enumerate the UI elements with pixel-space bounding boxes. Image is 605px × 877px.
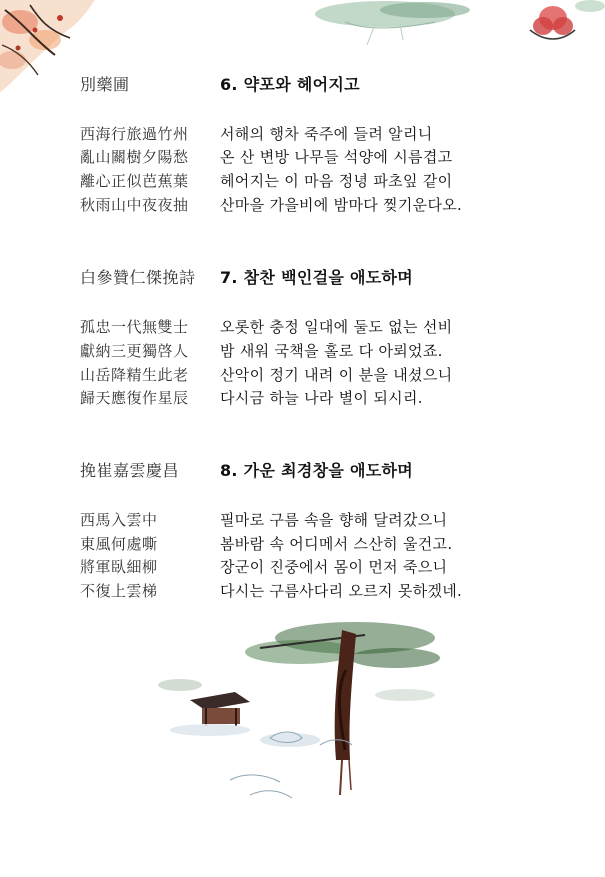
poem-line-korean: 봄바람 속 어디메서 스산히 울건고. xyxy=(220,535,453,553)
poem-line xyxy=(0,556,605,582)
lotus-leaf-and-flower-painting xyxy=(305,0,605,60)
poem-line xyxy=(0,580,605,606)
poem-line-korean: 온 산 변방 나무들 석양에 시름겹고 xyxy=(220,148,453,166)
poem-line xyxy=(0,146,605,172)
poem-title-chinese: 別藥圃 xyxy=(80,75,130,94)
pine-tree-and-pavilion-ink-painting xyxy=(150,610,460,820)
poem-title-chinese: 挽崔嘉雲慶昌 xyxy=(80,461,180,480)
poem-line-chinese: 獻納三更獨啓人 xyxy=(80,342,189,360)
poem-title-korean: 6. 약포와 헤어지고 xyxy=(220,75,360,94)
poem-line xyxy=(0,509,605,535)
poem-title-row xyxy=(0,458,605,484)
poem-title-row xyxy=(0,265,605,291)
poem-line-chinese: 將軍臥細柳 xyxy=(80,558,158,576)
poem-line-korean: 서해의 행차 죽주에 들려 알리니 xyxy=(220,125,433,143)
poem-line-korean: 헤어지는 이 마음 정녕 파초잎 같이 xyxy=(220,172,453,190)
poem-line-korean: 다시는 구름사다리 오르지 못하겠네. xyxy=(220,582,463,600)
poem-line xyxy=(0,316,605,342)
poem-line-chinese: 秋雨山中夜夜抽 xyxy=(80,196,189,214)
poem-line xyxy=(0,194,605,220)
poem-line xyxy=(0,170,605,196)
poem-line-korean: 장군이 진중에서 몸이 먼저 죽으니 xyxy=(220,558,448,576)
poem-line-korean: 필마로 구름 속을 향해 달려갔으니 xyxy=(220,511,448,529)
poem-line-chinese: 歸天應復作星辰 xyxy=(80,389,189,407)
poem-line-chinese: 東風何處嘶 xyxy=(80,535,158,553)
poem-line-korean: 밤 새워 국책을 홀로 다 아뢰었죠. xyxy=(220,342,443,360)
poem-line-chinese: 孤忠一代無雙士 xyxy=(80,318,189,336)
poem-line-korean: 다시금 하늘 나라 별이 되시리. xyxy=(220,389,423,407)
poem-line-korean: 오롯한 충정 일대에 둘도 없는 선비 xyxy=(220,318,453,336)
poem-line-chinese: 西馬入雲中 xyxy=(80,511,158,529)
poem-line xyxy=(0,387,605,413)
poem-line-chinese: 山岳降精生此老 xyxy=(80,366,189,384)
poem-line xyxy=(0,340,605,366)
poem-line-chinese: 西海行旅過竹州 xyxy=(80,125,189,143)
poem-title-korean: 7. 참찬 백인걸을 애도하며 xyxy=(220,268,413,287)
poem-line-korean: 산악이 정기 내려 이 분을 내셨으니 xyxy=(220,366,453,384)
poem-line-chinese: 不復上雲梯 xyxy=(80,582,158,600)
poem-title-row xyxy=(0,72,605,98)
poem-title-korean: 8. 가운 최경창을 애도하며 xyxy=(220,461,413,480)
poem-line-korean: 산마을 가을비에 밤마다 찢기운다오. xyxy=(220,196,463,214)
poem-line-chinese: 亂山關樹夕陽愁 xyxy=(80,148,189,166)
poem-line-chinese: 離心正似芭蕉葉 xyxy=(80,172,189,190)
poem-title-chinese: 白參贊仁傑挽詩 xyxy=(80,268,196,287)
